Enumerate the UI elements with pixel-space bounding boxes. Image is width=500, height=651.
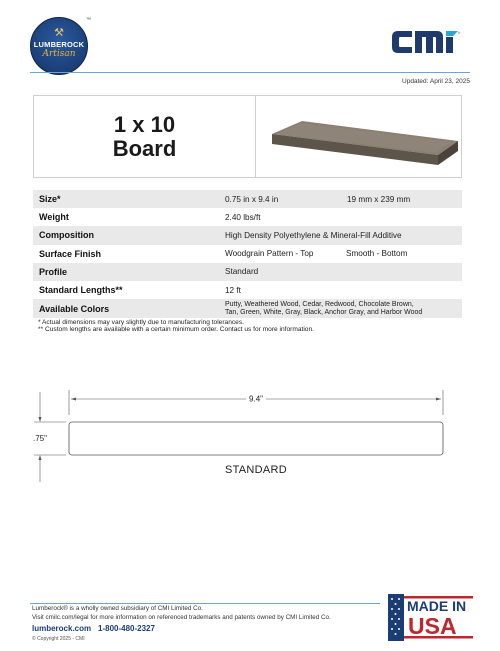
- spec-label: Surface Finish: [39, 248, 102, 259]
- spec-label: Size*: [39, 194, 61, 205]
- logo-script: Artisan: [42, 49, 76, 59]
- footer-subsidiary-text: Lumberock® is a wholly owned subsidiary of CMI Limited Co.: [32, 605, 203, 612]
- spec-label: Weight: [39, 212, 69, 223]
- made-in-usa-badge: [388, 594, 473, 641]
- footnote-custom-lengths: ** Custom lengths are available with a certain minimum order. Contact us for more information.: [38, 326, 314, 334]
- phone-number[interactable]: 1-800-480-2327: [98, 624, 155, 633]
- spec-value: 2.40 lbs/ft: [225, 212, 261, 222]
- spec-row-size: [33, 190, 462, 208]
- board-image-cell: [256, 96, 461, 177]
- crossed-hammers-icon: ⚒: [54, 27, 64, 39]
- logo-wordmark: LUMBEROCK: [33, 40, 85, 49]
- spec-row-available-colors: [33, 299, 462, 318]
- spec-row-surface-finish: [33, 245, 462, 263]
- footnotes: [38, 319, 314, 334]
- product-title-line2: Board: [112, 135, 177, 161]
- spec-row-profile: [33, 263, 462, 281]
- footer-divider: [30, 603, 380, 604]
- product-title: [113, 113, 177, 161]
- arrow-down-icon: [39, 417, 42, 422]
- spec-row-composition: [33, 226, 462, 244]
- copyright: © Copyright 2025 - CMI: [32, 636, 85, 642]
- product-title-line1: 1 x 10: [113, 111, 176, 137]
- board-illustration: [262, 108, 462, 168]
- arrow-right-icon: [436, 398, 441, 401]
- title-cell: [34, 96, 256, 177]
- footer-legal-text: Visit cmilc.com/legal for more information on referenced trademarks and patents owned by CMI Limited Co.: [32, 614, 331, 621]
- header-divider: [30, 72, 470, 73]
- cmi-logo: [390, 28, 468, 56]
- profile-label: STANDARD: [224, 464, 288, 476]
- spec-value: 12 ft: [225, 285, 241, 295]
- thickness-dimension-label: .75": [33, 434, 47, 443]
- spec-value: [225, 301, 422, 316]
- spec-label: Available Colors: [39, 303, 110, 314]
- board-profile-outline: [69, 422, 443, 455]
- updated-date: Updated: April 23, 2025: [402, 78, 470, 85]
- website-link[interactable]: lumberock.com: [32, 624, 92, 633]
- spec-value: High Density Polyethylene & Mineral-Fill Additive: [225, 230, 402, 240]
- spec-value: Standard: [225, 267, 259, 277]
- spec-value-metric: 19 mm x 239 mm: [347, 194, 411, 204]
- spec-label: Composition: [39, 230, 94, 241]
- svg-text:®: ®: [458, 31, 461, 35]
- spec-table: [33, 190, 462, 318]
- width-dimension-label: 9.4": [249, 394, 263, 404]
- colors-line-2: Tan, Green, White, Gray, Black, Anchor Gray, and Harbor Wood: [225, 308, 423, 316]
- spec-label: Profile: [39, 266, 68, 277]
- badge-made-in: MADE IN: [407, 598, 467, 614]
- arrow-left-icon: [71, 398, 76, 401]
- spec-value-secondary: Smooth - Bottom: [346, 249, 408, 259]
- spec-row-standard-lengths: [33, 281, 462, 299]
- product-title-box: [33, 95, 462, 178]
- spec-row-weight: [33, 208, 462, 226]
- lumberock-artisan-logo: [30, 17, 88, 75]
- spec-value: 0.75 in x 9.4 in: [225, 194, 279, 204]
- badge-usa: USA: [408, 613, 457, 639]
- spec-value: Woodgrain Pattern - Top: [225, 249, 314, 259]
- trademark-symbol: ™: [86, 17, 91, 23]
- footnote-tolerance: * Actual dimensions may vary slightly due to manufacturing tolerances.: [38, 319, 244, 326]
- colors-line-1: Putty, Weathered Wood, Cedar, Redwood, Chocolate Brown,: [225, 301, 414, 309]
- spec-label: Standard Lengths**: [39, 285, 123, 296]
